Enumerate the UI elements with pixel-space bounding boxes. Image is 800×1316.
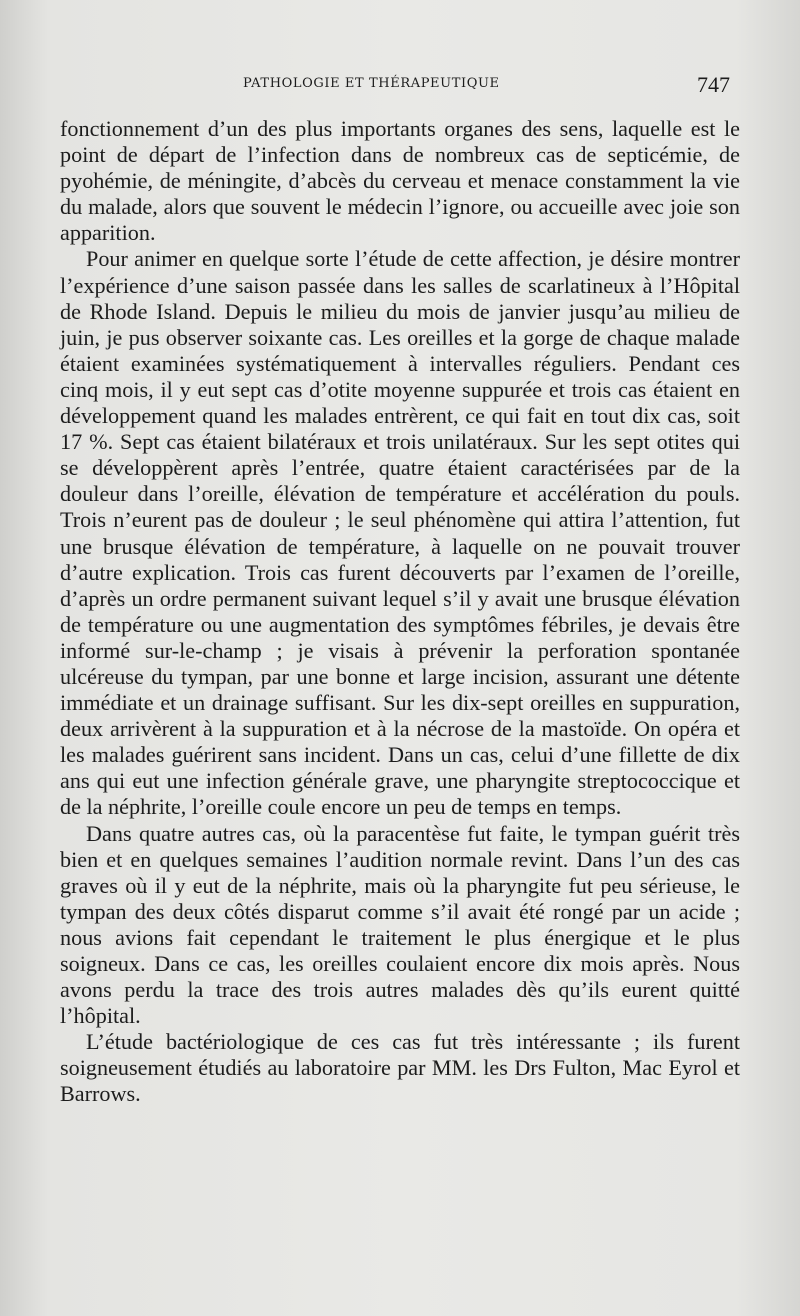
body-text [60, 116, 740, 1108]
paragraph: L’étude bactériologique de ces cas fut très intéressante ; ils furent soigneusement étudiés au laboratoire par MM. les Drs Fulton, Mac Eyrol et Barrows. [60, 1029, 740, 1107]
paragraph: fonctionnement d’un des plus importants organes des sens, laquelle est le point de départ de l’infection dans de nombreux cas de septicémie, de pyohémie, de méningite, d’abcès du cerveau et menace constamment la vie du malade, alors que souvent le médecin l’ignore, ou accueille avec joie son apparition. [60, 116, 740, 246]
paragraph: Dans quatre autres cas, où la paracentèse fut faite, le tympan guérit très bien et en quelques semaines l’audition normale revint. Dans l’un des cas graves où il y eut de la néphrite, mais où la pharyngite fut peu sérieuse, le tympan des deux côtés disparut comme s’il avait été rongé par un acide ; nous avions fait cependant le traitement le plus énergique et le plus soigneux. Dans ce cas, les oreilles coulaient encore dix mois après. Nous avons perdu la trace des trois autres malades dès qu’ils eurent quitté l’hôpital. [60, 820, 740, 1029]
paragraph: Pour animer en quelque sorte l’étude de cette affection, je désire montrer l’expérience d’une saison passée dans les salles de scarlatineux à l’Hôpital de Rhode Island. Depuis le milieu du mois de janvier jusqu’au milieu de juin, je pus observer soixante cas. Les oreilles et la gorge de chaque malade étaient examinées systématiquement à intervalles réguliers. Pendant ces cinq mois, il y eut sept cas d’otite moyenne suppurée et trois cas étaient en développement quand les malades entrèrent, ce qui fait en tout dix cas, soit 17 %. Sept cas étaient bilatéraux et trois unilatéraux. Sur les sept otites qui se développèrent après l’entrée, quatre étaient caractérisées par de la douleur dans l’oreille, élévation de température et accélération du pouls. Trois n’eurent pas de douleur ; le seul phénomène qui attira l’attention, fut une brusque élévation de température, à laquelle on ne pouvait trouver d’autre explication. Trois cas furent découverts par l’examen de l’oreille, d’après un ordre permanent suivant lequel s’il y avait une brusque élévation de température ou une augmentation des symptômes fébriles, je devais être informé sur-le-champ ; je visais à prévenir la perforation spontanée ulcéreuse du tympan, par une bonne et large incision, assurant une détente immédiate et un drainage suffisant. Sur les dix-sept oreilles en suppuration, deux arrivèrent à la suppuration et à la nécrose de la mastoïde. On opéra et les malades guérirent sans incident. Dans un cas, celui d’une fillette de dix ans qui eut une infection générale grave, une pharyngite streptococcique et de la néphrite, l’oreille coule encore un peu de temps en temps. [60, 246, 740, 820]
page-number: 747 [697, 72, 730, 97]
running-title: PATHOLOGIE ET THÉRAPEUTIQUE [243, 76, 500, 91]
